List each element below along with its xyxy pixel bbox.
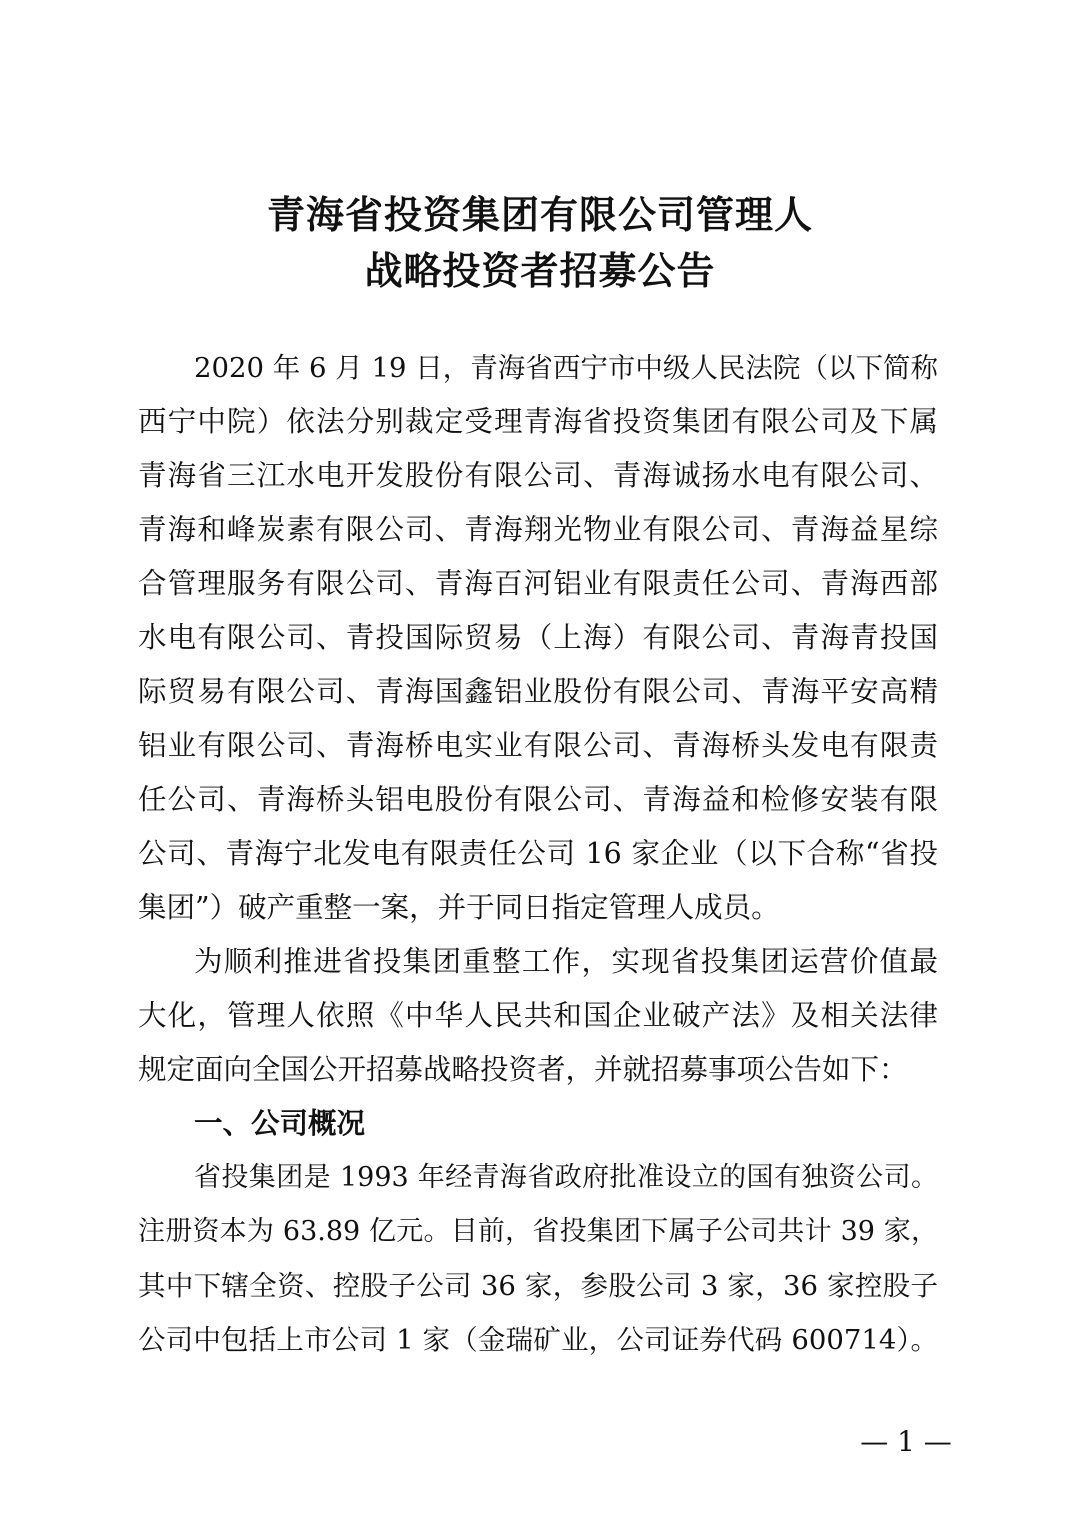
document-title-line-1: 青海省投资集团有限公司管理人 [266,193,813,237]
text-line: 规定面向全国公开招募战略投资者，并就招募事项公告如下： [138,1053,908,1086]
text-line: 集团”）破产重整一案，并于同日指定管理人成员。 [138,891,780,924]
text-line: 铝业有限公司、青海桥电实业有限公司、青海桥头发电有限责 [138,729,938,762]
text-line: 合管理服务有限公司、青海百河铝业有限责任公司、青海西部 [138,567,938,600]
document-title-line-2: 战略投资者招募公告 [364,249,716,293]
text-line: 注册资本为 63.89 亿元。目前，省投集团下属子公司共计 39 家， [138,1216,938,1247]
page-number: — 1 — [860,1425,952,1458]
text-line: 水电有限公司、青投国际贸易（上海）有限公司、青海青投国 [138,621,938,654]
section-heading-company-overview: 一、公司概况 [194,1107,366,1140]
text-line: 2020 年 6 月 19 日，青海省西宁市中级人民法院（以下简称 [194,352,938,384]
text-line: 际贸易有限公司、青海国鑫铝业股份有限公司、青海平安高精 [138,675,938,708]
text-line: 西宁中院）依法分别裁定受理青海省投资集团有限公司及下属 [138,405,938,438]
text-line: 任公司、青海桥头铝电股份有限公司、青海益和检修安装有限 [138,783,938,816]
text-line: 省投集团是 1993 年经青海省政府批准设立的国有独资公司。 [194,1162,938,1193]
text-line: 青海省三江水电开发股份有限公司、青海诚扬水电有限公司、 [138,459,938,492]
text-line: 公司、青海宁北发电有限责任公司 16 家企业（以下合称“省投 [138,837,938,870]
text-line: 其中下辖全资、控股子公司 36 家，参股公司 3 家，36 家控股子 [138,1270,938,1302]
text-line: 公司中包括上市公司 1 家（金瑞矿业，公司证券代码 600714）。 [138,1324,938,1356]
text-line: 青海和峰炭素有限公司、青海翔光物业有限公司、青海益星综 [138,513,938,546]
text-line: 为顺利推进省投集团重整工作，实现省投集团运营价值最 [194,945,938,978]
text-line: 大化，管理人依照《中华人民共和国企业破产法》及相关法律 [138,999,938,1032]
